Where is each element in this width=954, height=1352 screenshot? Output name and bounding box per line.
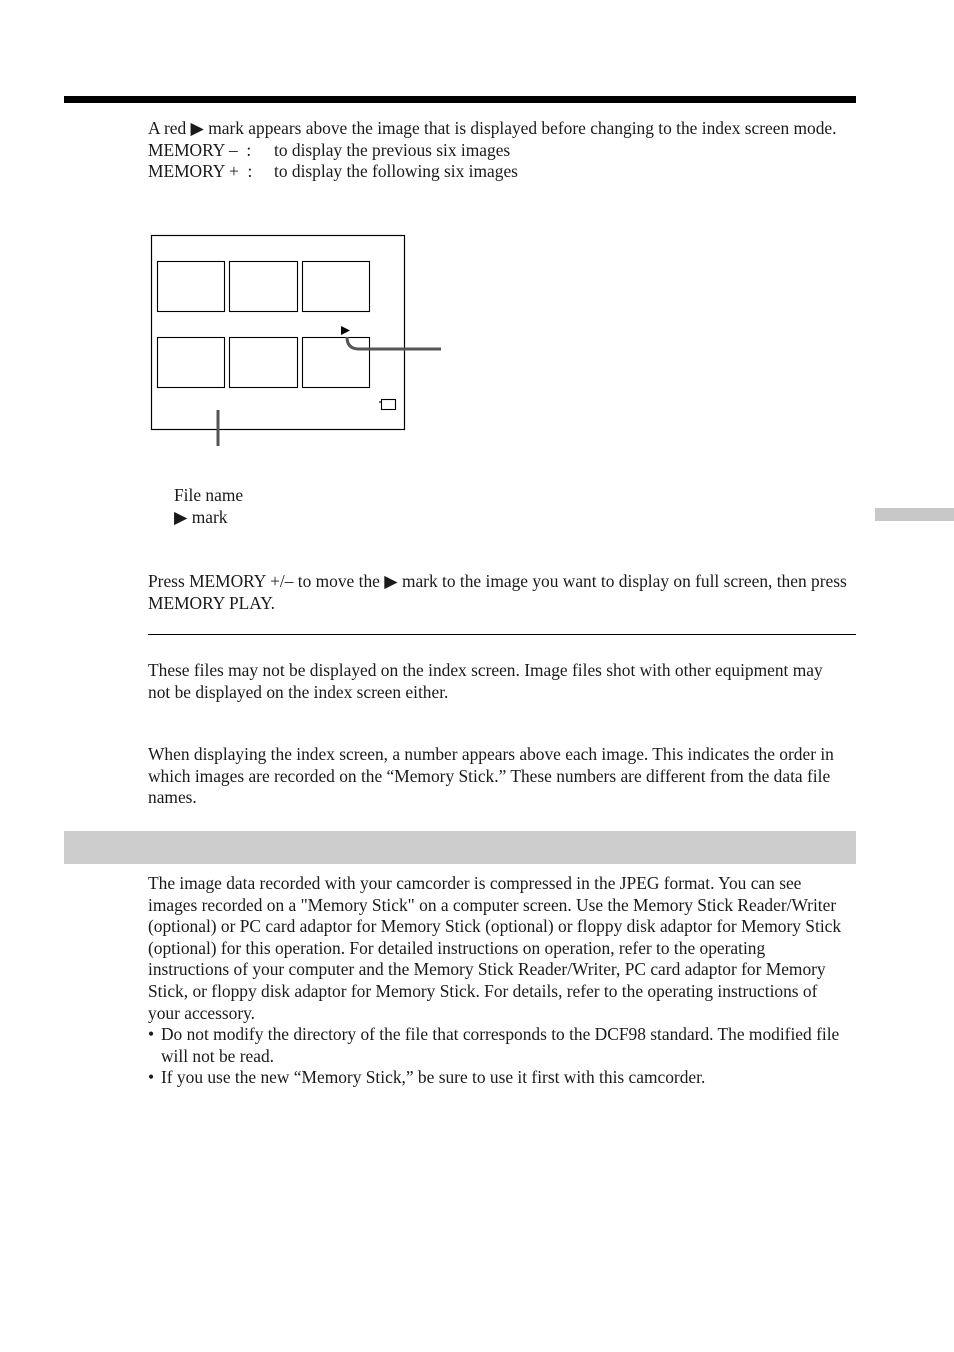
bullet-item: [148, 1067, 850, 1089]
note-paragraph-2: When displaying the index screen, a number appears above each image. This indicates the order in which images are recorded on the “Memory Stick.” These numbers are different from the data file names.: [148, 744, 834, 808]
press-instruction-suffix: mark to the image you want to display on full screen, then press MEMORY PLAY.: [148, 571, 847, 613]
bullet-icon: •: [148, 1024, 155, 1045]
mark-icon: ▶: [190, 118, 204, 138]
bullet-icon: •: [148, 1067, 155, 1088]
side-tab: [875, 508, 954, 521]
diagram-captions: [174, 485, 243, 528]
top-rule: [64, 96, 856, 103]
memory-minus-key: MEMORY – :: [148, 139, 252, 160]
file-name-caption: File name: [174, 485, 244, 505]
mark-icon: ▶: [174, 506, 188, 527]
thumbnail-3: [303, 262, 370, 312]
thumbnail-6: [303, 338, 370, 388]
intro-text-prefix: A red: [148, 118, 191, 138]
thumbnail-5: [230, 338, 298, 388]
thumbnail-1: [158, 262, 225, 312]
index-screen-diagram: [150, 234, 450, 450]
mark-icon: ▶: [384, 571, 398, 591]
press-instruction-prefix: Press MEMORY +/– to move the: [148, 571, 385, 591]
thumbnail-2: [230, 262, 298, 312]
memory-minus-desc: to display the previous six images: [274, 139, 511, 160]
intro-paragraph: [148, 118, 848, 140]
mark-caption: [174, 507, 243, 529]
bullet-text: If you use the new “Memory Stick,” be sure to use it first with this camcorder.: [161, 1067, 706, 1088]
section-paragraph: The image data recorded with your camcorder is compressed in the JPEG format. You can see images recorded on a "Memory Stick" on a computer screen. Use the Memory Stick Reader/Writer (optional) or PC card adaptor for Memory Stick (optional) or floppy disk adaptor for Memory Stick (optional) for this operation. For detailed instructions on operation, refer to the operating instructions of your computer and the Memory Stick Reader/Writer, PC card adaptor for Memory Stick, or floppy disk adaptor for Memory Stick. For details, refer to the operating instructions of your accessory.: [148, 873, 842, 1023]
press-instruction: [148, 571, 848, 614]
mark-caption-label: mark: [187, 506, 228, 527]
selection-mark-icon: [341, 326, 350, 335]
memory-plus-desc: to display the following six images: [274, 161, 518, 182]
mark-leader-line: [347, 337, 441, 349]
memory-minus-row: [148, 140, 848, 162]
screen-frame: [152, 236, 405, 430]
intro-block: [148, 118, 848, 183]
section-heading-band: [64, 831, 856, 864]
note-paragraph-1: These files may not be displayed on the index screen. Image files shot with other equipment may not be displayed on the index screen either.: [148, 660, 823, 702]
memory-stick-icon: [379, 400, 396, 410]
thumbnail-4: [158, 338, 225, 388]
intro-text-suffix: mark appears above the image that is displayed before changing to the index screen mode.: [203, 118, 837, 138]
memory-plus-key: MEMORY + :: [148, 161, 253, 182]
memory-plus-row: [148, 161, 848, 183]
notes-divider: [148, 634, 856, 635]
bullet-item: [148, 1024, 850, 1067]
bullet-text: Do not modify the directory of the file that corresponds to the DCF98 standard. The modified file will not be read.: [161, 1024, 840, 1066]
section-bullets: [148, 1024, 850, 1089]
section-body: [148, 873, 850, 1089]
